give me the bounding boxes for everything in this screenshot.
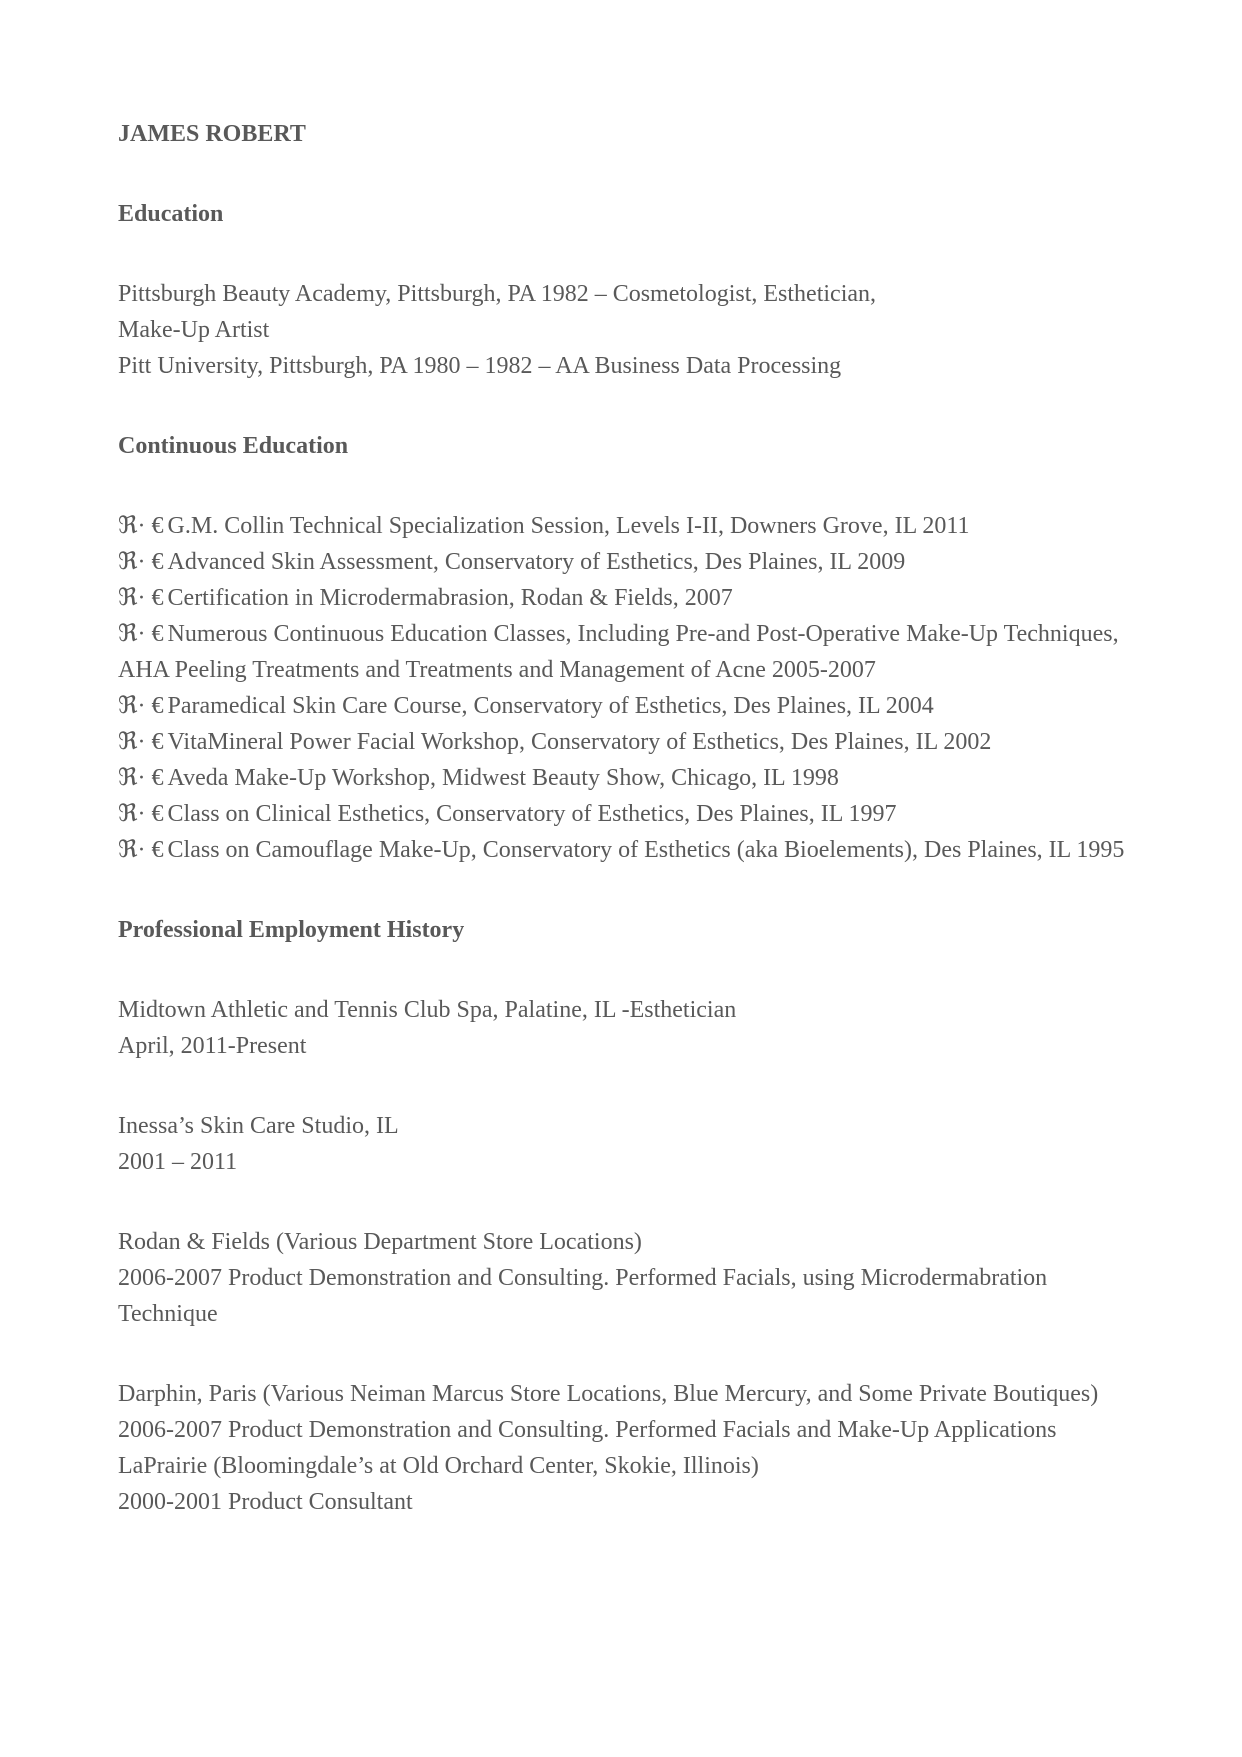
- job-entry: [118, 1224, 1128, 1332]
- education-section: [118, 276, 1128, 384]
- list-item: [118, 724, 1128, 760]
- list-item-text: VitaMineral Power Facial Workshop, Conservatory of Esthetics, Des Plaines, IL 2002: [167, 729, 992, 755]
- employment-heading: Professional Employment History: [118, 917, 465, 943]
- education-heading: Education: [118, 201, 224, 227]
- job-entry: [118, 1108, 1128, 1180]
- list-item-text: G.M. Collin Technical Specialization Session, Levels I-II, Downers Grove, IL 2011: [167, 513, 970, 539]
- list-item: [118, 580, 1128, 616]
- list-item-text: Aveda Make-Up Workshop, Midwest Beauty Show, Chicago, IL 1998: [167, 765, 839, 791]
- continuous-education-list: [118, 508, 1128, 868]
- list-item-text: Paramedical Skin Care Course, Conservatory of Esthetics, Des Plaines, IL 2004: [167, 693, 934, 719]
- resume-content: [118, 116, 1128, 1520]
- job-employer: Midtown Athletic and Tennis Club Spa, Palatine, IL -Esthetician: [118, 997, 737, 1023]
- continuous-education-heading: Continuous Education: [118, 433, 349, 459]
- job-detail: 2006-2007 Product Demonstration and Consulting. Performed Facials, using Microdermabration Technique: [118, 1265, 1048, 1327]
- list-item-text: Certification in Microdermabrasion, Rodan & Fields, 2007: [167, 585, 733, 611]
- list-item-text: Class on Camouflage Make-Up, Conservatory of Esthetics (aka Bioelements), Des Plaines, IL 1995: [167, 837, 1125, 863]
- job-entry: [118, 1376, 1128, 1448]
- list-item-text: Advanced Skin Assessment, Conservatory of Esthetics, Des Plaines, IL 2009: [167, 549, 906, 575]
- list-item: [118, 796, 1128, 832]
- job-detail: April, 2011-Present: [118, 1033, 307, 1059]
- education-line: Pittsburgh Beauty Academy, Pittsburgh, PA 1982 – Cosmetologist, Esthetician,: [118, 281, 877, 307]
- list-item: [118, 616, 1128, 688]
- bullet-glyph: ℜ· €: [118, 693, 164, 719]
- candidate-name: JAMES ROBERT: [118, 121, 306, 147]
- job-employer: Rodan & Fields (Various Department Store Locations): [118, 1229, 642, 1255]
- list-item: [118, 832, 1128, 868]
- list-item-text: Class on Clinical Esthetics, Conservatory of Esthetics, Des Plaines, IL 1997: [167, 801, 897, 827]
- list-item: [118, 760, 1128, 796]
- job-entry: [118, 992, 1128, 1064]
- bullet-glyph: ℜ· €: [118, 729, 164, 755]
- bullet-glyph: ℜ· €: [118, 801, 164, 827]
- bullet-glyph: ℜ· €: [118, 585, 164, 611]
- bullet-glyph: ℜ· €: [118, 549, 164, 575]
- list-item: [118, 544, 1128, 580]
- job-entry: [118, 1448, 1128, 1520]
- bullet-glyph: ℜ· €: [118, 621, 164, 647]
- bullet-glyph: ℜ· €: [118, 765, 164, 791]
- education-line: Pitt University, Pittsburgh, PA 1980 – 1982 – AA Business Data Processing: [118, 353, 842, 379]
- job-detail: 2001 – 2011: [118, 1149, 238, 1175]
- list-item: [118, 688, 1128, 724]
- job-employer: Inessa’s Skin Care Studio, IL: [118, 1113, 399, 1139]
- bullet-glyph: ℜ· €: [118, 513, 164, 539]
- education-line: Make-Up Artist: [118, 317, 270, 343]
- job-detail: 2000-2001 Product Consultant: [118, 1489, 413, 1515]
- job-employer: Darphin, Paris (Various Neiman Marcus Store Locations, Blue Mercury, and Some Private Boutiques) 2006-2007 Product Demonstration and Consulting. Performed Facials and Make-Up Applications: [118, 1381, 1099, 1443]
- list-item: [118, 508, 1128, 544]
- job-employer: LaPrairie (Bloomingdale’s at Old Orchard Center, Skokie, Illinois): [118, 1453, 759, 1479]
- bullet-glyph: ℜ· €: [118, 837, 164, 863]
- list-item-text: Numerous Continuous Education Classes, Including Pre-and Post-Operative Make-Up Techniques, AHA Peeling Treatments and Treatments and Management of Acne 2005-2007: [118, 621, 1119, 683]
